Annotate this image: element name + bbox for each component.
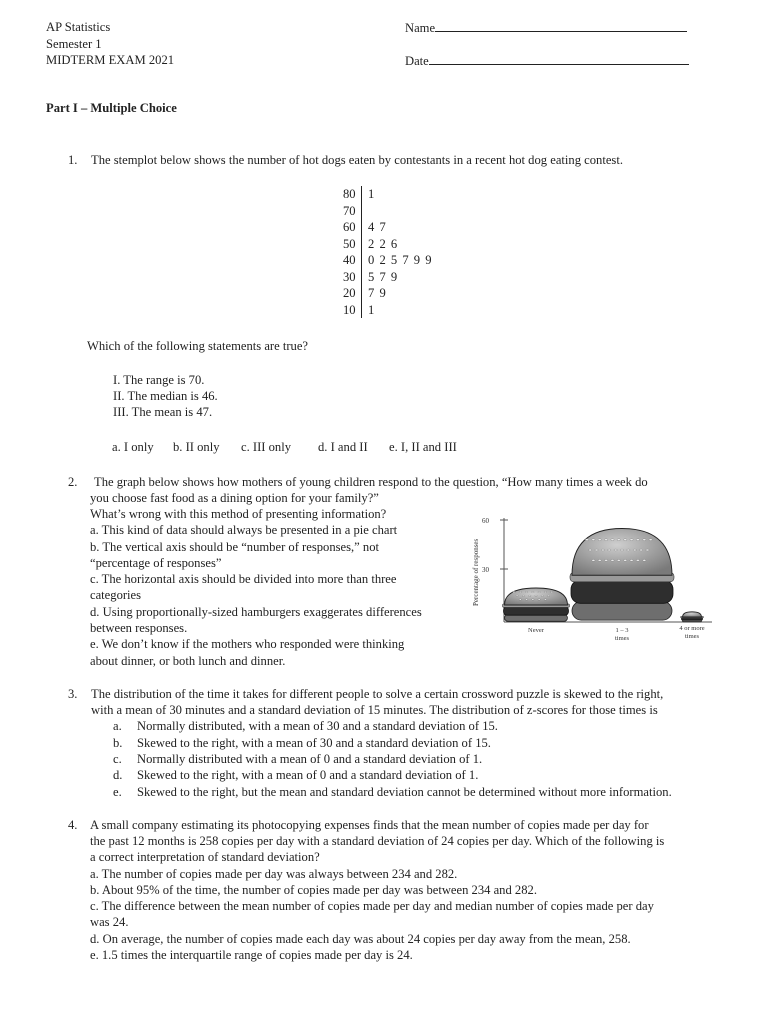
q4-option-c-cont: was 24. [90, 915, 129, 929]
stem-value: 60 [343, 220, 356, 234]
q4-line: a correct interpretation of standard deviation? [90, 850, 320, 864]
q1-choice-d[interactable]: d. I and II [318, 440, 368, 454]
q1-statement: III. The mean is 47. [113, 405, 213, 419]
stemplot [343, 186, 432, 318]
sesame-seed [525, 591, 527, 592]
q2-line: you choose fast food as a dining option for your family?” [90, 491, 379, 505]
sesame-seed [538, 591, 540, 592]
q2-number: 2. [68, 475, 78, 489]
name-line[interactable] [435, 19, 687, 32]
q2-option-d-cont: between responses. [90, 621, 188, 635]
leaf-values: 0 2 5 7 9 9 [368, 253, 432, 267]
stem-value: 50 [343, 236, 356, 251]
q4-option-c[interactable]: c. The difference between the mean number of copies made per day and median number of copies made per day [90, 899, 654, 913]
sesame-seed [589, 549, 592, 551]
part-title: Part I – Multiple Choice [46, 101, 177, 115]
sesame-seed [525, 599, 527, 600]
option-letter: a. [113, 719, 122, 733]
sesame-seed [598, 559, 601, 561]
sesame-seed [636, 559, 639, 561]
q2-option-d[interactable]: d. Using proportionally-sized hamburgers exaggerates differences [90, 605, 422, 619]
sesame-seed [604, 539, 607, 541]
stemplot-row [343, 252, 432, 269]
sesame-seed [551, 591, 553, 592]
q4-option-a[interactable]: a. The number of copies made per day was always between 234 and 282. [90, 867, 458, 881]
stem-value: 40 [343, 253, 356, 267]
q1-choice-e[interactable]: e. I, II and III [389, 440, 457, 454]
sesame-seed [519, 599, 521, 600]
stemplot-row [343, 219, 432, 236]
sesame-seed [604, 559, 607, 561]
stem-value: 20 [343, 286, 356, 300]
q4-option-d[interactable]: d. On average, the number of copies made each day was about 24 copies per day away from the mean, 258. [90, 932, 631, 946]
sesame-seed [643, 539, 646, 541]
q1-question: Which of the following statements are true? [87, 339, 309, 353]
course-title: AP Statistics [46, 20, 111, 34]
sesame-seed [614, 549, 617, 551]
top-bun [683, 612, 702, 617]
stem-value: 80 [343, 187, 356, 201]
q1-choice-c[interactable]: c. III only [241, 440, 292, 454]
sesame-seed [617, 539, 620, 541]
leaf-values: 4 7 [368, 220, 386, 234]
category-4-or-more: 4 or more [679, 625, 705, 632]
stem-value: 70 [343, 203, 356, 218]
sesame-seed [585, 539, 588, 541]
category-never: Never [528, 627, 544, 634]
q1-statement: I. The range is 70. [113, 373, 205, 387]
q2-option-a[interactable]: a. This kind of data should always be presented in a pie chart [90, 523, 398, 537]
sesame-seed [608, 549, 611, 551]
option-text: Skewed to the right, with a mean of 30 and a standard deviation of 15. [137, 736, 491, 750]
tick-label-30: 30 [482, 566, 489, 574]
q4-option-b[interactable]: b. About 95% of the time, the number of copies made per day was between 234 and 282. [90, 883, 537, 897]
bottom-bun [572, 601, 672, 620]
sesame-seed [633, 549, 636, 551]
q4-number: 4. [68, 818, 78, 832]
option-text: Skewed to the right, with a mean of 0 and a standard deviation of 1. [137, 768, 479, 782]
stem-value: 30 [343, 269, 356, 284]
sesame-seed [592, 559, 595, 561]
category-4-or-more-times: times [684, 633, 700, 640]
stemplot-row [343, 285, 432, 302]
burger-bar-3 [681, 612, 704, 622]
stemplot-row [343, 186, 432, 203]
sesame-seed [630, 559, 633, 561]
date-line[interactable] [429, 52, 689, 65]
q2-option-c[interactable]: c. The horizontal axis should be divided into more than three [90, 572, 397, 586]
date-field[interactable] [405, 52, 689, 69]
stemplot-row [343, 236, 432, 253]
sesame-seed [617, 559, 620, 561]
sesame-seed [643, 559, 646, 561]
q2-option-c-cont: categories [90, 588, 142, 602]
category-1-3-times: times [614, 635, 630, 642]
q2-line: What’s wrong with this method of presenting information? [90, 507, 387, 521]
option-text: Normally distributed, with a mean of 30 and a standard deviation of 15. [137, 719, 498, 733]
category-1-3: 1 – 3 [615, 627, 629, 634]
hamburger-chart [466, 508, 714, 650]
sesame-seed [544, 591, 546, 592]
sesame-seed [532, 599, 534, 600]
stemplot-row [343, 269, 432, 286]
q1-choice-a[interactable]: a. I only [112, 440, 154, 454]
patty [504, 607, 569, 616]
option-letter: c. [113, 752, 122, 766]
sesame-seed [601, 549, 604, 551]
sesame-seed [513, 591, 515, 592]
leaf-values: 1 [368, 302, 375, 317]
leaf-values: 1 [368, 187, 375, 201]
sesame-seed [649, 539, 652, 541]
sesame-seed [544, 599, 546, 600]
option-text: Skewed to the right, but the mean and standard deviation cannot be determined without more information. [137, 785, 672, 799]
y-axis-label: Percentage of responses [472, 538, 480, 606]
stemplot-row [343, 203, 432, 220]
sesame-seed [529, 595, 531, 596]
sesame-seed [611, 559, 614, 561]
sesame-seed [611, 539, 614, 541]
q1-statement: II. The median is 46. [113, 389, 218, 403]
q1-choice-b[interactable]: b. II only [173, 440, 220, 454]
sesame-seed [516, 595, 518, 596]
sesame-seed [519, 591, 521, 592]
leaf-values: 5 7 9 [368, 269, 398, 284]
sesame-seed [598, 539, 601, 541]
sesame-seed [538, 599, 540, 600]
top-bun [572, 529, 672, 576]
tick-label-60: 60 [482, 517, 489, 525]
semester-label: Semester 1 [46, 37, 102, 51]
exam-title: MIDTERM EXAM 2021 [46, 53, 175, 67]
q4-line: the past 12 months is 258 copies per day with a standard deviation of 24 copies per day. Which of the following is [90, 834, 665, 848]
patty [571, 580, 673, 603]
name-field[interactable] [405, 19, 687, 36]
burger-bar-2 [570, 529, 674, 621]
q2-line: The graph below shows how mothers of young children respond to the question, “How many times a week do [94, 475, 648, 489]
leaf-values: 7 9 [368, 286, 386, 300]
q2-option-e-cont: about dinner, or both lunch and dinner. [90, 654, 286, 668]
q3-number: 3. [68, 687, 78, 701]
sesame-seed [620, 549, 623, 551]
sesame-seed [630, 539, 633, 541]
date-label: Date [405, 54, 429, 68]
sesame-seed [547, 595, 549, 596]
sesame-seed [646, 549, 649, 551]
sesame-seed [535, 595, 537, 596]
sesame-seed [624, 539, 627, 541]
sesame-seed [636, 539, 639, 541]
sesame-seed [639, 549, 642, 551]
q1-number: 1. [68, 153, 78, 167]
q4-line: A small company estimating its photocopying expenses finds that the mean number of copies made per day for [90, 818, 649, 832]
sesame-seed [532, 591, 534, 592]
option-text: Normally distributed with a mean of 0 and a standard deviation of 1. [137, 752, 483, 766]
burger-bar-1 [503, 588, 570, 621]
option-letter: e. [113, 785, 122, 799]
q3-line: with a mean of 30 minutes and a standard deviation of 15 minutes. The distribution of z-scores for those times is [91, 703, 658, 717]
q1-prompt: The stemplot below shows the number of hot dogs eaten by contestants in a recent hot dog eating contest. [91, 153, 623, 167]
sesame-seed [627, 549, 630, 551]
q4-option-e[interactable]: e. 1.5 times the interquartile range of copies made per day is 24. [90, 948, 413, 962]
sesame-seed [522, 595, 524, 596]
stem-value: 10 [343, 302, 356, 317]
leaf-values: 2 2 6 [368, 236, 398, 251]
q3-line: The distribution of the time it takes for different people to solve a certain crossword puzzle is skewed to the right, [91, 687, 664, 701]
option-letter: b. [113, 736, 123, 750]
sesame-seed [541, 595, 543, 596]
q2-option-b[interactable]: b. The vertical axis should be “number of responses,” not [90, 540, 379, 554]
q2-option-b-cont: “percentage of responses” [90, 556, 222, 570]
sesame-seed [592, 539, 595, 541]
name-label: Name [405, 21, 436, 35]
q2-option-e[interactable]: e. We don’t know if the mothers who responded were thinking [90, 637, 405, 651]
option-letter: d. [113, 768, 123, 782]
stemplot-row [343, 302, 432, 319]
sesame-seed [595, 549, 598, 551]
sesame-seed [624, 559, 627, 561]
